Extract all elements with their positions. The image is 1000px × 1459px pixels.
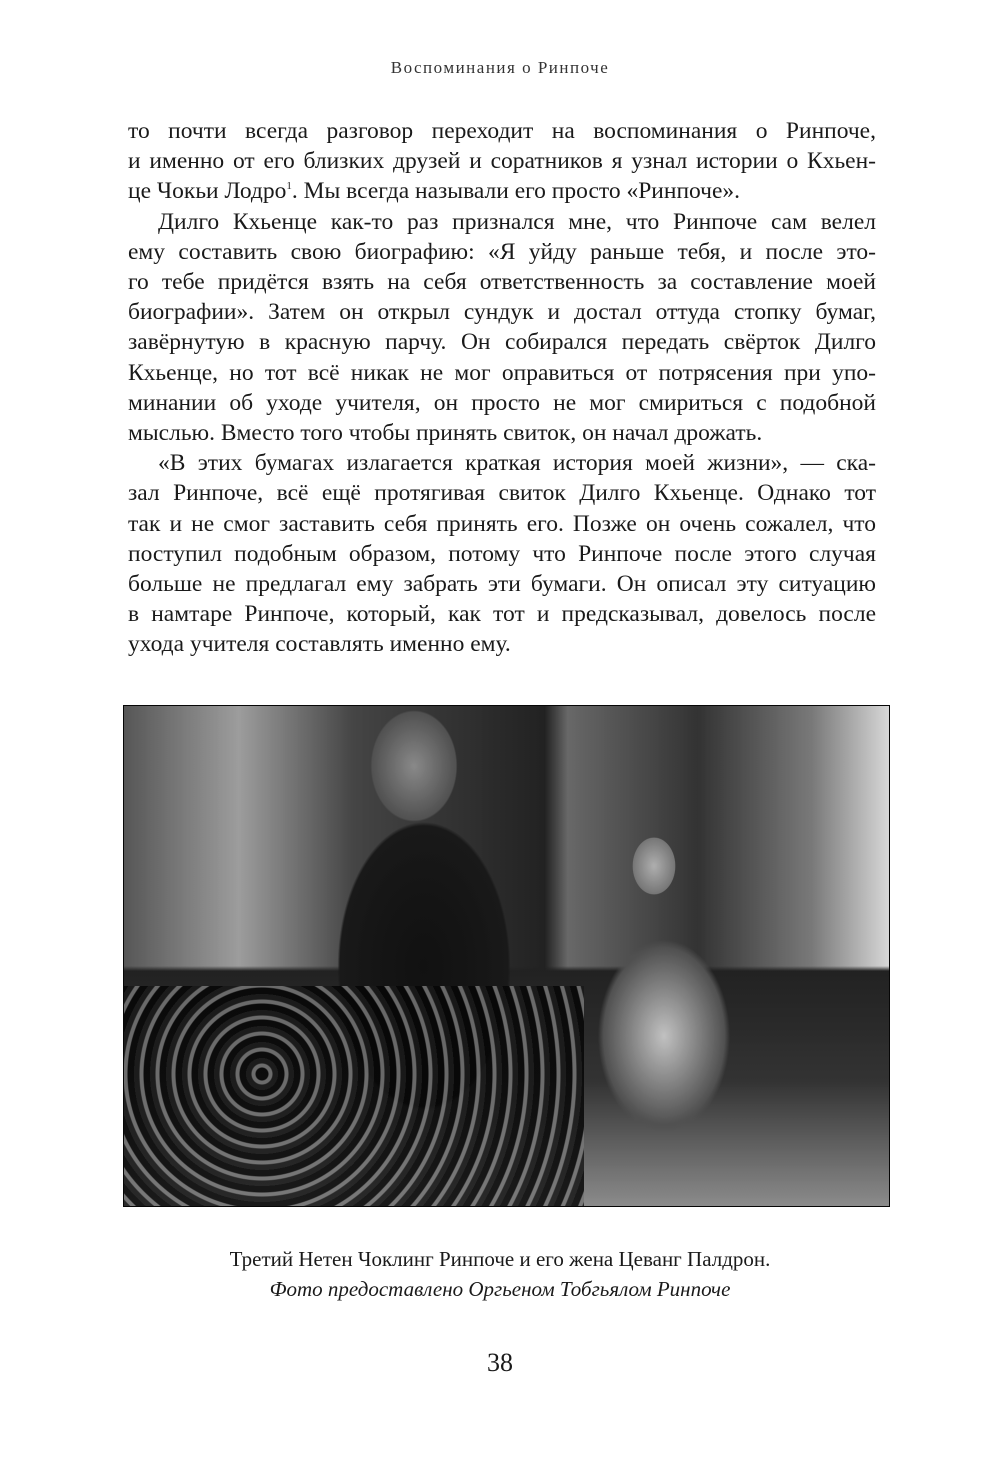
running-header: Воспоминания о Ринпоче bbox=[390, 58, 610, 77]
text-line: в намтаре Ринпоче, который, как тот и предсказывал, довелось после bbox=[128, 601, 876, 628]
figure-caption bbox=[0, 1244, 1000, 1304]
text-line: и именно от его близких друзей и соратников я узнал истории о Кхьен- bbox=[128, 148, 876, 175]
text-line: завёрнутую в красную парчу. Он собирался передать свёрток Дилго bbox=[128, 329, 876, 356]
text-line: «В этих бумагах излагается краткая история моей жизни», — ска- bbox=[158, 450, 876, 477]
text-line: зал Ринпоче, всё ещё протягивая свиток Дилго Кхьенце. Однако тот bbox=[128, 480, 876, 507]
text-line: так и не смог заставить себя принять его. Позже он очень сожалел, что bbox=[128, 510, 876, 537]
photo-credit: Фото предоставлено Оргьеном Тобгьялом Ринпоче bbox=[269, 1277, 731, 1301]
page-number: 38 bbox=[487, 1348, 513, 1377]
text-fragment: . Мы всегда называли его просто «Ринпоче». bbox=[291, 178, 741, 205]
text-line: Кхьенце, но тот всё никак не мог оправиться от потрясения при упо- bbox=[128, 359, 876, 386]
text-line: биографии». Затем он открыл сундук и достал оттуда стопку бумаг, bbox=[128, 299, 876, 326]
text-line: минании об уходе учителя, он просто не мог смириться с подобной bbox=[128, 389, 876, 416]
body-text bbox=[128, 116, 876, 660]
text-line: го тебе придётся взять на себя ответственность за составление моей bbox=[128, 269, 876, 296]
photograph bbox=[123, 705, 890, 1207]
brocade-table bbox=[124, 986, 584, 1206]
text-line: Дилго Кхьенце как-то раз признался мне, что Ринпоче сам велел bbox=[158, 208, 876, 235]
text-line bbox=[128, 176, 876, 206]
text-line: больше не предлагал ему забрать эти бумаги. Он описал эту ситуацию bbox=[128, 571, 876, 598]
caption-text: Третий Нетен Чоклинг Ринпоче и его жена Цеванг Палдрон. bbox=[229, 1247, 771, 1271]
text-fragment: це Чокьи Лодро bbox=[128, 178, 287, 205]
text-line: то почти всегда разговор переходит на воспоминания о Ринпоче, bbox=[128, 118, 876, 144]
text-line: мыслью. Вместо того чтобы принять свиток, он начал дрожать. bbox=[128, 420, 763, 447]
text-line: ему составить свою биографию: «Я уйду раньше тебя, и после это- bbox=[128, 238, 876, 265]
text-line: поступил подобным образом, потому что Ринпоче после этого случая bbox=[128, 540, 876, 567]
footnote-marker[interactable]: 1 bbox=[286, 180, 292, 193]
text-line: ухода учителя составлять именно ему. bbox=[128, 631, 511, 658]
